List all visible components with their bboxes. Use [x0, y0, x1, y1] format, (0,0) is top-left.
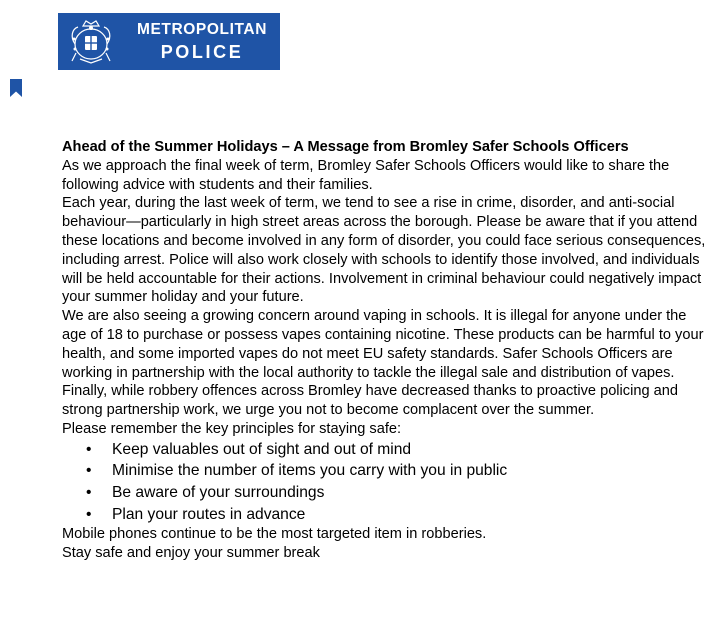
crest-icon: [58, 13, 124, 70]
list-item: [62, 482, 707, 504]
metropolitan-police-logo: [58, 13, 280, 70]
list-item: [62, 460, 707, 482]
paragraph-principles: Please remember the key principles for staying safe:: [62, 420, 402, 437]
message-title: Ahead of the Summer Holidays – A Message from Bromley Safer Schools Officers: [62, 139, 629, 155]
logo-wordmark: [124, 22, 280, 62]
closing-line-phones: Mobile phones continue to be the most targeted item in robberies.: [62, 526, 487, 543]
list-item: [62, 504, 707, 526]
list-item-text: Plan your routes in advance: [112, 505, 306, 523]
bookmark-icon[interactable]: [10, 79, 22, 97]
bullet-icon: •: [86, 462, 92, 480]
list-item-text: Minimise the number of items you carry with you in public: [112, 462, 508, 480]
message-body: [62, 138, 707, 563]
closing-line-stay-safe: Stay safe and enjoy your summer break: [62, 544, 320, 561]
paragraph-vaping: We are also seeing a growing concern around vaping in schools. It is illegal for anyone under the age of 18 to purchase or possess vapes containing nicotine. These products can be harmful to your health, and some imported vapes do not meet EU safety standards. Safer Schools Officers are working in partnership with the local authority to tackle the illegal sale and distribution of vapes.: [62, 308, 704, 381]
bullet-icon: •: [86, 505, 92, 523]
logo-line-police: POLICE: [160, 42, 244, 63]
list-item-text: Be aware of your surroundings: [112, 483, 325, 501]
paragraph-disorder: Each year, during the last week of term, we tend to see a rise in crime, disorder, and anti-social behaviour—particularly in high street areas across the borough. Please be aware that if you attend these locations and become involved in any form of disorder, you could face serious consequences, including arrest. Police will also work closely with schools to identify those involved, and individuals will be held accountable for their actions. Involvement in criminal behaviour could negatively impact your summer holiday and your future.: [62, 195, 706, 306]
logo-line-metropolitan: METROPOLITAN: [136, 20, 268, 38]
paragraph-robbery: Finally, while robbery offences across Bromley have decreased thanks to proactive policing and strong partnership work, we urge you not to become complacent over the summer.: [62, 383, 678, 419]
list-item-text: Keep valuables out of sight and out of mind: [112, 440, 412, 458]
list-item: [62, 439, 707, 461]
paragraph-intro: As we approach the final week of term, Bromley Safer Schools Officers would like to share the following advice with students and their families.: [62, 157, 670, 193]
safety-principles-list: [62, 439, 707, 525]
bullet-icon: •: [86, 483, 92, 501]
bullet-icon: •: [86, 440, 92, 458]
